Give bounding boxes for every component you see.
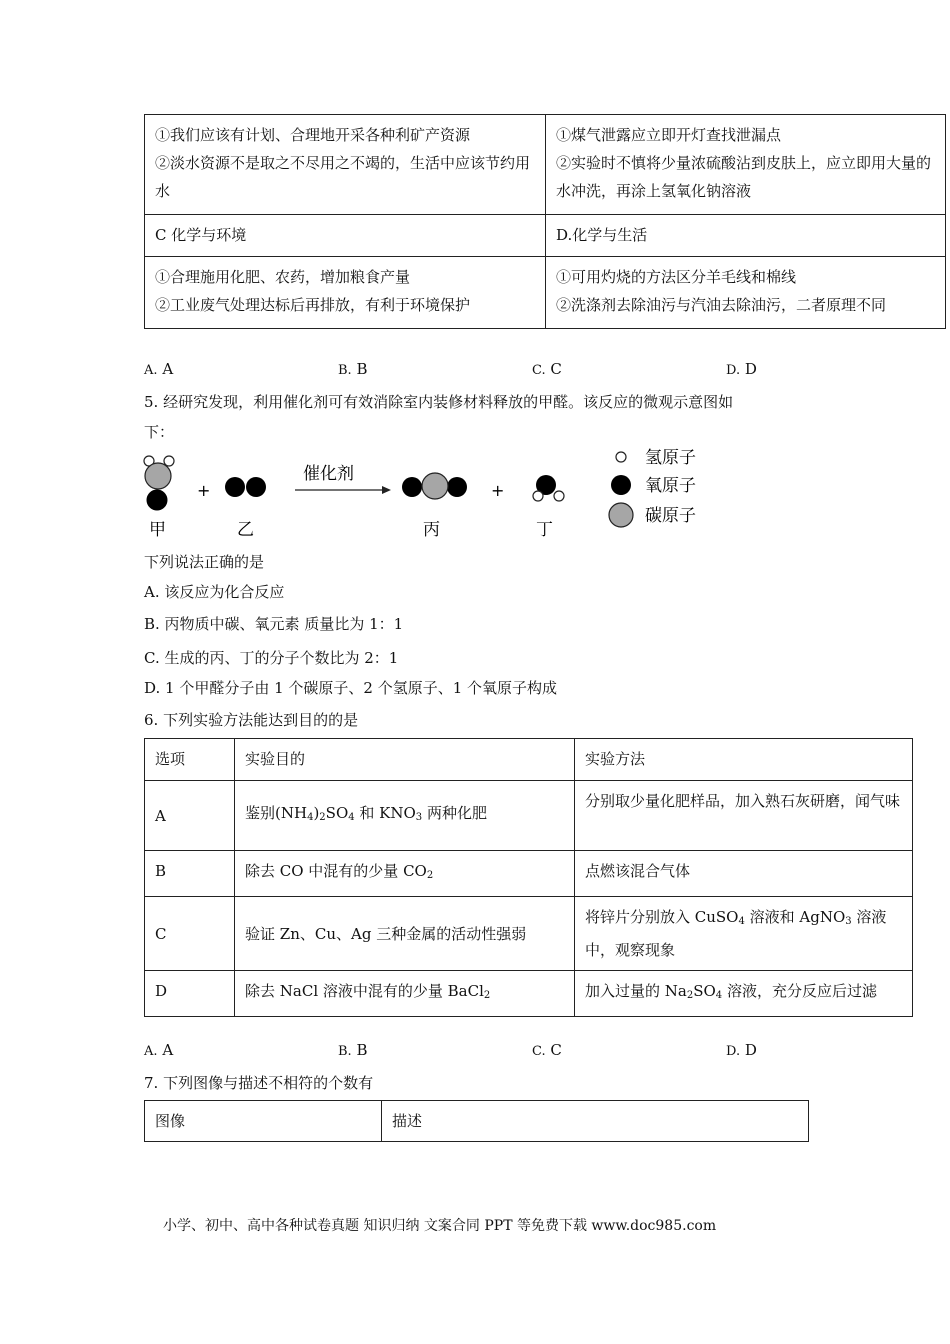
header-option (145, 739, 235, 781)
plus-sign: + (197, 481, 211, 500)
carbon-atom (145, 463, 171, 489)
hydrogen-atom (554, 491, 564, 501)
header-text: 实验方法 (585, 750, 646, 768)
option-letter: B. (338, 1044, 352, 1059)
option-value: D (744, 1041, 757, 1059)
option-letter: D. (726, 363, 741, 378)
hydrogen-atom (164, 456, 174, 466)
q5-question: 下列说法正确的是 (144, 553, 265, 571)
header-method (575, 739, 913, 781)
label-jia: 甲 (149, 520, 166, 540)
experiment-table (144, 738, 913, 1017)
plus-sign: + (491, 481, 505, 500)
purpose-text: 除去 NaCl 溶液中混有的少量 BaCl$_2$ (245, 982, 491, 1001)
molecule-bing (402, 473, 467, 499)
oxygen-atom (147, 490, 167, 510)
table-row (145, 781, 913, 851)
option-b[interactable] (338, 1041, 368, 1059)
carbon-atom (422, 473, 448, 499)
legend-oxygen-label: 氧原子 (645, 476, 696, 496)
text-line: ①可用灼烧的方法区分羊毛线和棉线 (556, 268, 797, 286)
purpose-text: 除去 CO 中混有的少量 $CO_2$ (245, 862, 434, 881)
q5-option-b[interactable]: B. 丙物质中碳、氧元素 质量比为 1：1 (144, 615, 404, 633)
option-d[interactable] (726, 360, 757, 378)
text-line: ②工业废气处理达标后再排放，有利于环境保护 (155, 296, 471, 314)
cell-safety (546, 115, 946, 215)
label-yi: 乙 (237, 520, 254, 540)
cell-method (575, 781, 913, 851)
cell-purpose (235, 781, 575, 851)
option-letter: C. (532, 363, 546, 378)
option-value: C (550, 360, 562, 378)
purpose-text: 验证 Zn、Cu、Ag 三种金属的活动性强弱 (245, 924, 527, 943)
oxygen-atom (225, 477, 245, 497)
cell-environment (145, 257, 546, 329)
q6-stem: 6. 下列实验方法能达到目的的是 (144, 711, 359, 729)
cell-resources (145, 115, 546, 215)
text-line: ②淡水资源不是取之不尽用之不竭的，生活中应该节约用水 (155, 154, 531, 200)
option-a[interactable] (144, 1041, 173, 1059)
label-bing: 丙 (423, 520, 440, 540)
header-purpose (235, 739, 575, 781)
table-row (145, 971, 913, 1017)
oxygen-atom (447, 477, 467, 497)
opt-text: B (155, 862, 167, 880)
option-value: D (744, 360, 757, 378)
cell-opt (145, 781, 235, 851)
table-row (145, 897, 913, 971)
option-value: A (162, 1041, 174, 1059)
text-line: ①我们应该有计划、合理地开采各种利矿产资源 (155, 126, 471, 144)
purpose-text: 鉴别$(NH_4)_2SO_4$ 和 $KNO_3$ 两种化肥 (245, 804, 487, 823)
option-letter: A. (144, 363, 158, 378)
oxygen-atom (246, 477, 266, 497)
cell-purpose (235, 897, 575, 971)
option-letter: C. (532, 1044, 546, 1059)
q6-options (0, 1041, 950, 1065)
q5-option-a[interactable]: A. 该反应为化合反应 (144, 583, 285, 601)
heading-text: D.化学与生活 (556, 226, 648, 244)
option-c[interactable] (532, 1041, 562, 1059)
cell-purpose (235, 971, 575, 1017)
q7-stem: 7. 下列图像与描述不相符的个数有 (144, 1074, 374, 1092)
method-text: 加入过量的 $Na_2SO_4$ 溶液，充分反应后过滤 (585, 982, 877, 1001)
method-text: 点燃该混合气体 (585, 862, 691, 880)
reaction-diagram (130, 446, 730, 546)
cell-heading-d (546, 215, 946, 257)
method-text: 分别取少量化肥样品，加入熟石灰研磨，闻气味 (585, 792, 901, 810)
legend-carbon-label: 碳原子 (645, 506, 696, 526)
cell-opt (145, 897, 235, 971)
option-value: C (550, 1041, 562, 1059)
option-c[interactable] (532, 360, 562, 378)
option-d[interactable] (726, 1041, 757, 1059)
cell-opt (145, 971, 235, 1017)
option-letter: D. (726, 1044, 741, 1059)
legend-oxygen-icon (611, 475, 631, 495)
cell-purpose (235, 851, 575, 897)
molecule-yi (225, 477, 266, 497)
method-text: 将锌片分别放入 CuSO$_4$ 溶液和 AgNO$_3$ 溶液中，观察现象 (585, 908, 887, 959)
image-description-table (144, 1100, 809, 1142)
header-text: 描述 (392, 1112, 423, 1130)
cell-method (575, 897, 913, 971)
table-row (145, 851, 913, 897)
molecule-ding (533, 475, 564, 501)
header-text: 实验目的 (245, 750, 306, 768)
header-text: 图像 (155, 1112, 186, 1130)
opt-text: C (155, 924, 167, 943)
text-line: ②实验时不慎将少量浓硫酸沾到皮肤上，应立即用大量的水冲洗，再涂上氢氧化钠溶液 (556, 154, 932, 200)
text-line: ①煤气泄露应立即开灯查找泄漏点 (556, 126, 782, 144)
q5-stem-line2: 下： (144, 423, 175, 441)
header-description (382, 1101, 809, 1142)
option-value: B (356, 1041, 368, 1059)
cell-method (575, 971, 913, 1017)
q5-option-d[interactable]: D. 1 个甲醛分子由 1 个碳原子、2 个氢原子、1 个氧原子构成 (144, 679, 558, 697)
header-image (145, 1101, 382, 1142)
opt-text: A (155, 806, 166, 825)
text-line: ②洗涤剂去除油污与汽油去除油污，二者原理不同 (556, 296, 887, 314)
cell-life (546, 257, 946, 329)
heading-text: C 化学与环境 (155, 226, 247, 244)
option-value: A (162, 360, 174, 378)
cell-heading-c (145, 215, 546, 257)
molecule-jia (144, 456, 174, 510)
oxygen-atom (402, 477, 422, 497)
cell-opt (145, 851, 235, 897)
arrow-head-icon (382, 486, 391, 494)
option-a[interactable] (144, 360, 173, 378)
q5-stem-line1: 5. 经研究发现，利用催化剂可有效消除室内装修材料释放的甲醛。该反应的微观示意图如 (144, 393, 734, 411)
legend-carbon-icon (609, 503, 633, 527)
text-line: ①合理施用化肥、农药，增加粮食产量 (155, 268, 411, 286)
opt-text: D (155, 982, 168, 1000)
catalyst-label: 催化剂 (303, 464, 354, 484)
legend (609, 448, 696, 527)
option-value: B (356, 360, 368, 378)
header-text: 选项 (155, 750, 186, 768)
legend-hydrogen-label: 氢原子 (645, 448, 696, 468)
q4-options (0, 360, 950, 384)
option-b[interactable] (338, 360, 368, 378)
option-letter: B. (338, 363, 352, 378)
q5-option-c[interactable]: C. 生成的丙、丁的分子个数比为 2：1 (144, 649, 399, 667)
legend-hydrogen-icon (616, 452, 626, 462)
option-letter: A. (144, 1044, 158, 1059)
cell-method (575, 851, 913, 897)
knowledge-table (144, 114, 946, 329)
page-footer: 小学、初中、高中各种试卷真题 知识归纳 文案合同 PPT 等免费下载 www.doc985.com (163, 1218, 717, 1234)
hydrogen-atom (533, 491, 543, 501)
label-ding: 丁 (536, 520, 553, 540)
